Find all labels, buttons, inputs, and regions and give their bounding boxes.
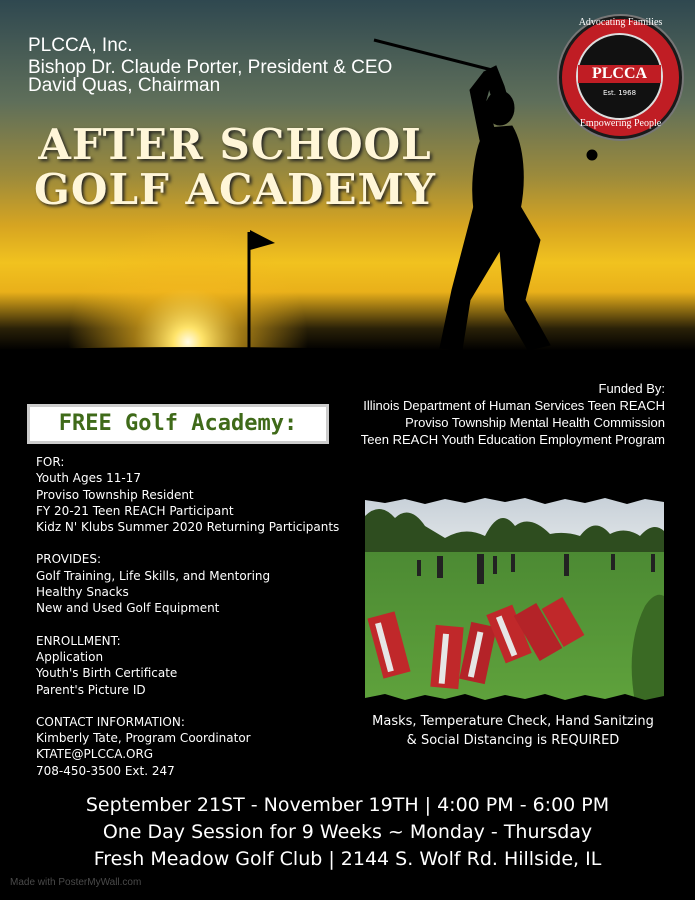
list-item: New and Used Golf Equipment bbox=[36, 601, 220, 616]
for-heading: FOR: bbox=[36, 455, 65, 469]
schedule-dates: September 21ST - November 19TH | 4:00 PM - 6:00 PM bbox=[85, 794, 610, 816]
list-item: Proviso Township Resident bbox=[36, 487, 194, 502]
org-chairman: David Quas, Chairman bbox=[28, 75, 221, 96]
schedule-frequency: One Day Session for 9 Weeks ~ Monday - Thursday bbox=[102, 821, 593, 843]
title-line-2: GOLF ACADEMY bbox=[34, 165, 436, 214]
list-item: Youth's Birth Certificate bbox=[36, 666, 178, 681]
org-president: Bishop Dr. Claude Porter, President & CEO bbox=[28, 57, 393, 78]
list-item: Application bbox=[36, 649, 104, 664]
list-item: Parent's Picture ID bbox=[36, 682, 146, 697]
watermark: Made with PosterMyWall.com bbox=[10, 877, 142, 888]
logo-established: Est. 1968 bbox=[602, 89, 637, 97]
ground-silhouette bbox=[0, 347, 695, 365]
contact-phone: 708-450-3500 Ext. 247 bbox=[36, 763, 175, 778]
schedule-block bbox=[0, 792, 695, 873]
logo-name: PLCCA bbox=[578, 65, 661, 83]
funder-1: Illinois Department of Human Services Teen REACH bbox=[363, 398, 665, 413]
list-item: Healthy Snacks bbox=[36, 585, 129, 600]
list-item: Kidz N' Klubs Summer 2020 Returning Participants bbox=[36, 520, 340, 535]
free-academy-badge bbox=[27, 404, 329, 444]
provides-heading: PROVIDES: bbox=[36, 552, 102, 567]
funder-3: Teen REACH Youth Education Employment Program bbox=[360, 432, 665, 447]
caption-line-1: Masks, Temperature Check, Hand Sanitzing bbox=[372, 714, 654, 729]
logo-seal bbox=[576, 33, 663, 120]
logo-bottom-text: Empowering People bbox=[579, 118, 662, 129]
badge-text: FREE Golf Academy: bbox=[58, 411, 298, 436]
caption-line-2: & Social Distancing is REQUIRED bbox=[406, 733, 620, 748]
funder-2: Proviso Township Mental Health Commission bbox=[405, 415, 665, 430]
program-info bbox=[36, 454, 339, 779]
contact-name: Kimberly Tate, Program Coordinator bbox=[36, 731, 251, 746]
enrollment-heading: ENROLLMENT: bbox=[36, 633, 121, 648]
schedule-location: Fresh Meadow Golf Club | 2144 S. Wolf Rd. Hillside, IL bbox=[93, 848, 602, 870]
list-item: Youth Ages 11-17 bbox=[36, 471, 141, 486]
golf-bags-photo bbox=[365, 496, 664, 702]
contact-email: KTATE@PLCCA.ORG bbox=[36, 747, 154, 762]
list-item: FY 20-21 Teen REACH Participant bbox=[36, 503, 234, 518]
hero-sunset-image bbox=[0, 0, 695, 365]
list-item: Golf Training, Life Skills, and Mentoring bbox=[36, 568, 271, 583]
funded-by-block bbox=[361, 380, 665, 448]
safety-caption bbox=[352, 712, 674, 750]
flag bbox=[250, 230, 275, 250]
logo-top-text: Advocating Families bbox=[578, 17, 663, 28]
contact-heading: CONTACT INFORMATION: bbox=[36, 714, 185, 729]
org-name: PLCCA, Inc. bbox=[28, 35, 133, 56]
title-line-1: AFTER SCHOOL bbox=[38, 120, 432, 169]
funded-heading: Funded By: bbox=[598, 381, 665, 396]
plcca-logo bbox=[559, 16, 682, 139]
